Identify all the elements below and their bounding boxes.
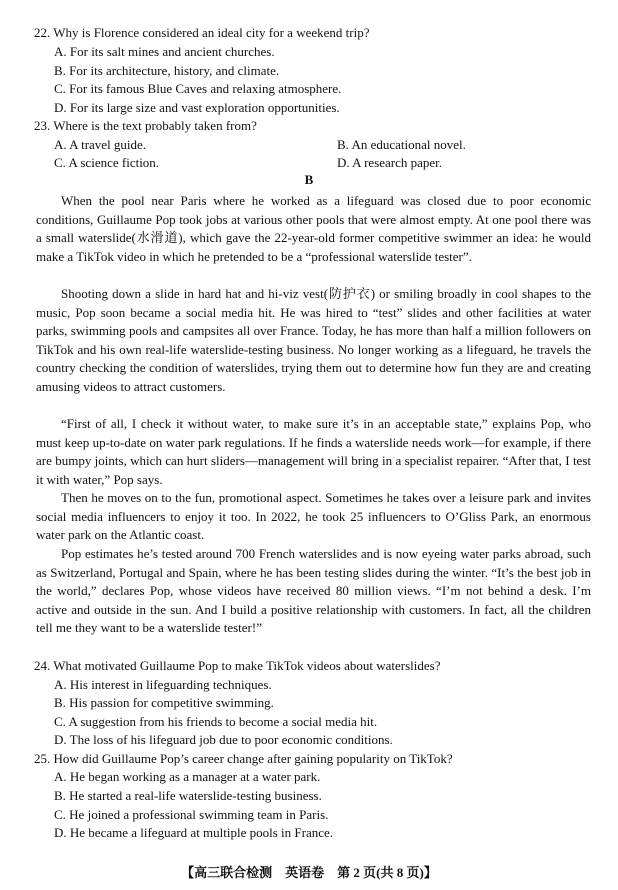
passage-paragraph-2: Shooting down a slide in hard hat and hi-viz vest(防护衣) or smiling broadly in cool shapes to the music, Pop soon became a social media hit. He was hired to “test” slides and other facilities at water parks, swimming pools and campsites all over France. Today, he has more than half a million followers on TikTok and his own real-life waterslide-testing business. No longer working as a lifeguard, he travels the country checking the condition of waterslides, trying them out to determine how fun they are and creating amusing videos to attract customers. — [36, 286, 591, 394]
passage-paragraph-5: Pop estimates he’s tested around 700 French waterslides and is now eyeing water parks abroad, such as Switzerland, Portugal and Spain, where he has been testing slides during the winter. “It’s the best job in the world,” declares Pop, whose videos have received 80 million views. “I’m not behind a desk. I’m active and outside in the sun. And I build a positive relationship with customers. In fact, all the children tell me they want to be a waterslide tester!” — [36, 546, 591, 636]
passage-paragraph-3: “First of all, I check it without water, to make sure it’s in an acceptable state,” explains Pop, who must keep up-to-date on water park regulations. If he finds a waterslide needs work—for example, if there are bumpy joints, which can hurt sliders—management will bring in a specialist repairer. “After that, I test it with water,” Pop says. — [36, 416, 591, 487]
question-22-stem: 22. Why is Florence considered an ideal city for a weekend trip? — [34, 25, 370, 40]
page-footer: 【高三联合检测 英语卷 第 2 页(共 8 页)】 — [181, 865, 437, 880]
question-24-stem: 24. What motivated Guillaume Pop to make TikTok videos about waterslides? — [34, 658, 441, 673]
q22-option-b: B. For its architecture, history, and climate. — [54, 63, 280, 78]
q23-option-c: C. A science fiction. — [54, 155, 160, 170]
q24-option-d: D. The loss of his lifeguard job due to poor economic conditions. — [54, 732, 393, 747]
q25-option-b: B. He started a real-life waterslide-testing business. — [54, 788, 322, 803]
passage-paragraph-1: When the pool near Paris where he worked as a lifeguard was closed due to poor economic conditions, Guillaume Pop took jobs at various other pools that were almost empty. At one pool there was a small waterslide(水滑道), which gave the 22-year-old former competitive swimmer an idea: he would make a TikTok video in which he pretended to be a “professional waterslide tester”. — [36, 193, 591, 264]
q22-option-a: A. For its salt mines and ancient churches. — [54, 44, 275, 59]
q23-option-a: A. A travel guide. — [54, 137, 147, 152]
q25-option-a: A. He began working as a manager at a water park. — [54, 769, 321, 784]
q24-option-c: C. A suggestion from his friends to become a social media hit. — [54, 714, 378, 729]
q25-option-d: D. He became a lifeguard at multiple pools in France. — [54, 825, 334, 840]
q24-option-b: B. His passion for competitive swimming. — [54, 695, 274, 710]
q25-option-c: C. He joined a professional swimming team in Paris. — [54, 807, 329, 822]
q22-option-d: D. For its large size and vast exploration opportunities. — [54, 100, 340, 115]
q22-option-c: C. For its famous Blue Caves and relaxing atmosphere. — [54, 81, 342, 96]
section-title: B — [304, 172, 314, 187]
q24-option-a: A. His interest in lifeguarding techniques. — [54, 677, 272, 692]
passage-paragraph-4: Then he moves on to the fun, promotional aspect. Sometimes he takes over a leisure park and invites social media influencers to enjoy it too. In 2022, he took 25 influencers to O’Gliss Park, an enormous water park on the Atlantic coast. — [36, 490, 591, 543]
question-23-stem: 23. Where is the text probably taken from? — [34, 118, 257, 133]
q23-option-d: D. A research paper. — [337, 155, 443, 170]
q23-option-b: B. An educational novel. — [337, 137, 466, 152]
question-25-stem: 25. How did Guillaume Pop’s career change after gaining popularity on TikTok? — [34, 751, 453, 766]
